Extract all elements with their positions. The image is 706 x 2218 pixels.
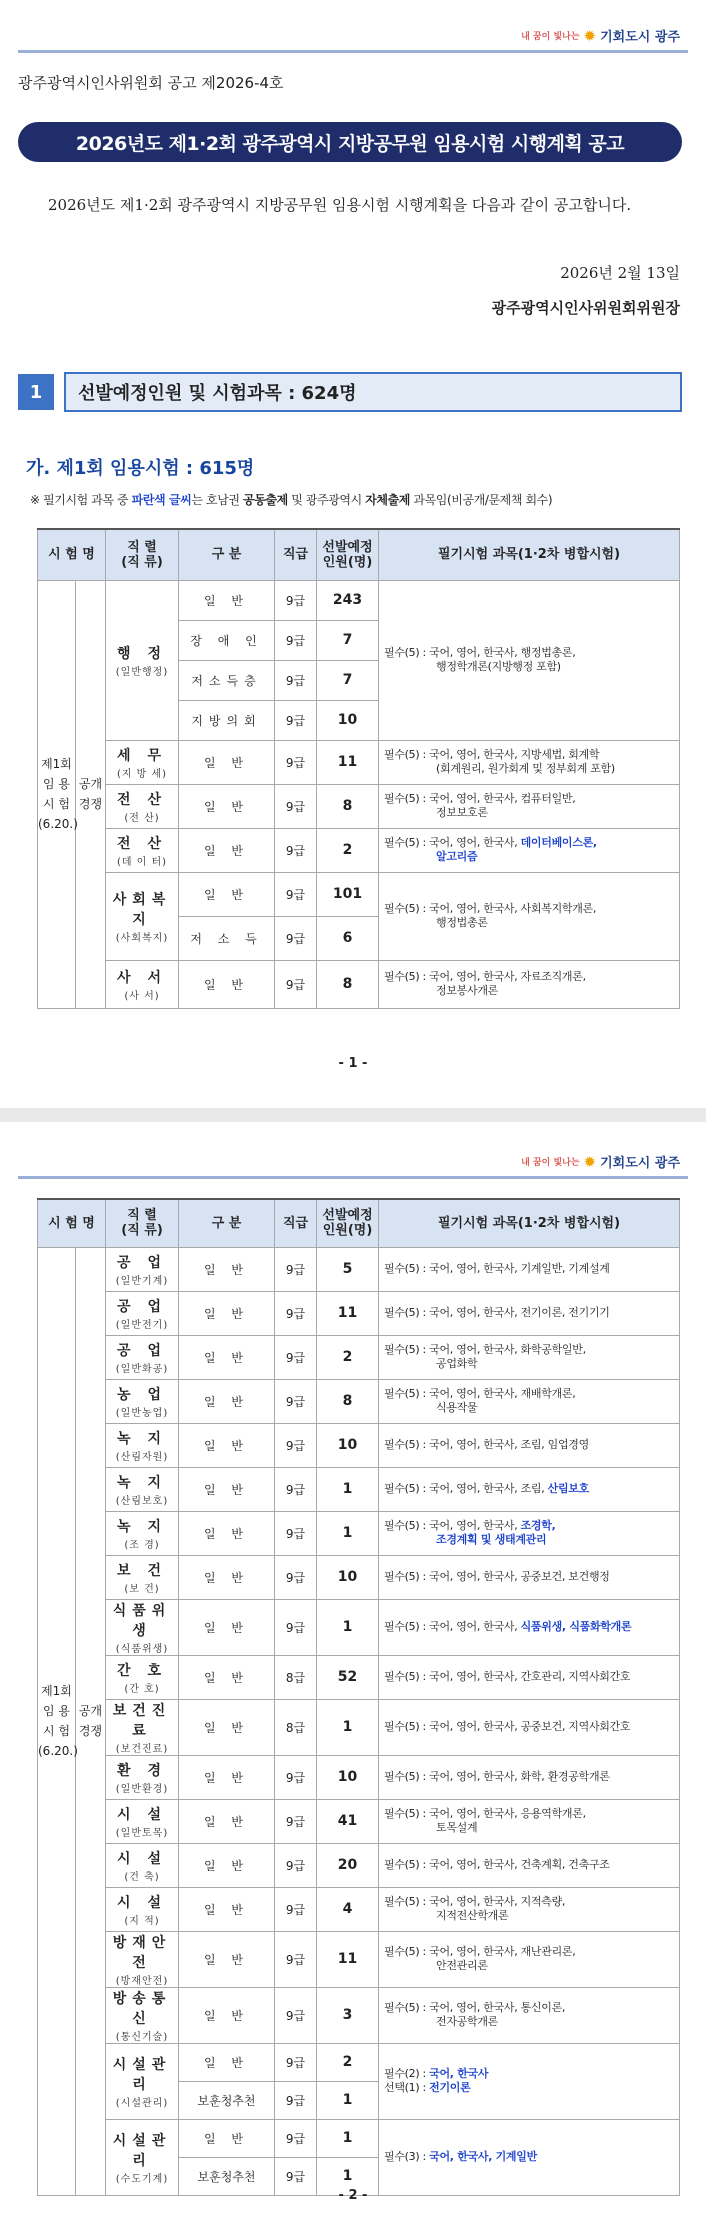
table-row: 방재안전 (방재안전) 일 반 9급 11 필수(5) : 국어, 영어, 한국사, 재난관리론, 안전관리론	[38, 1931, 680, 1987]
table-row: 녹 지 (조 경) 일 반 9급 1 필수(5) : 국어, 영어, 한국사, 조경학, 조경계획 및 생태계관리	[38, 1511, 680, 1555]
table-row: 시설관리 (수도기계) 일 반 9급 1 필수(3) : 국어, 한국사, 기계일반	[38, 2119, 680, 2157]
table-row: 방송통신 (통신기술) 일 반 9급 3 필수(5) : 국어, 영어, 한국사, 통신이론, 전자공학개론	[38, 1987, 680, 2043]
table-row: 녹 지 (산림자원) 일 반 9급 10 필수(5) : 국어, 영어, 한국사, 조림, 임업경영	[38, 1423, 680, 1467]
table-row: 전 산 (데 이 터) 일 반 9급 2 필수(5) : 국어, 영어, 한국사, 데이터베이스론, 알고리즘	[38, 828, 680, 872]
table-row: 사회복지 (사회복지) 일 반 9급 101 필수(5) : 국어, 영어, 한국사, 사회복지학개론, 행정법총론	[38, 872, 680, 916]
subjects-cell: 필수(5) : 국어, 영어, 한국사, 행정법총론, 행정학개론(지방행정 포함)	[379, 580, 680, 740]
header-job: 직 렬 (직 류)	[106, 529, 179, 580]
table-row: 장 애 인 9급 7	[38, 620, 680, 660]
note-blue-text: 파란색 글씨	[131, 493, 192, 507]
notice-date: 2026년 2월 13일	[560, 264, 680, 282]
city-logo	[521, 26, 680, 45]
header-rule	[18, 1176, 688, 1179]
intro-paragraph: 2026년도 제1·2회 광주광역시 지방공무원 임용시험 시행계획을 다음과 같이 공고합니다.	[48, 196, 632, 214]
table-header-row: 시 험 명 직 렬 (직 류) 구 분 직급 선발예정 인원(명) 필기시험 과목(1·2차 병합시험)	[38, 1199, 680, 1247]
table-row: 시설관리 (시설관리) 일 반 9급 2 필수(2) : 국어, 한국사 선택(1) : 전기이론	[38, 2043, 680, 2081]
header-count: 선발예정 인원(명)	[317, 529, 379, 580]
table-row: 지방의회 9급 10	[38, 700, 680, 740]
table-row: 농 업 (일반농업) 일 반 9급 8 필수(5) : 국어, 영어, 한국사, 재배학개론, 식용작물	[38, 1379, 680, 1423]
job-cell: 행 정 (일반행정)	[106, 580, 179, 740]
sun-icon: ✹	[583, 1152, 597, 1171]
table-row: 공 업 (일반화공) 일 반 9급 2 필수(5) : 국어, 영어, 한국사, 화학공학일반, 공업화학	[38, 1335, 680, 1379]
document-title: 2026년도 제1·2회 광주광역시 지방공무원 임용시험 시행계획 공고	[18, 122, 682, 162]
section-title: 선발예정인원 및 시험과목 : 624명	[64, 372, 682, 412]
table-row: 시 설 (지 적) 일 반 9급 4 필수(5) : 국어, 영어, 한국사, 지적측량, 지적전산학개론	[38, 1887, 680, 1931]
note-joint: 공동출제	[243, 493, 288, 507]
section-number: 1	[18, 374, 54, 410]
table-row: 저소득층 9급 7	[38, 660, 680, 700]
notice-number: 광주광역시인사위원회 공고 제2026-4호	[18, 74, 284, 92]
note-self: 자체출제	[365, 493, 410, 507]
document-page-2	[0, 1122, 706, 2218]
table-row: 환 경 (일반환경) 일 반 9급 10 필수(5) : 국어, 영어, 한국사, 화학, 환경공학개론	[38, 1755, 680, 1799]
header-exam: 시 험 명	[38, 529, 106, 580]
table-row: 보훈청추천 9급 1	[38, 2157, 680, 2195]
exam-name-cell: 제1회 임 용 시 험 (6.20.)	[38, 580, 76, 1008]
note-line: ※ 필기시험 과목 중 파란색 글씨는 호남권 공동출제 및 광주광역시 자체출제 과목임(비공개/문제책 회수)	[30, 493, 553, 507]
table-row: 세 무 (지 방 세) 일 반 9급 11 필수(5) : 국어, 영어, 한국사, 지방세법, 회계학 (회계원리, 원가회계 및 정부회계 포함)	[38, 740, 680, 784]
table-row: 시 설 (일반토목) 일 반 9급 41 필수(5) : 국어, 영어, 한국사, 응용역학개론, 토목설계	[38, 1799, 680, 1843]
sun-icon: ✹	[583, 26, 597, 45]
table-header-row	[38, 529, 680, 580]
exam-table-page2	[37, 1198, 680, 2196]
table-row: 시 설 (건 축) 일 반 9급 20 필수(5) : 국어, 영어, 한국사, 건축계획, 건축구조	[38, 1843, 680, 1887]
table-row: 보 건 (보 건) 일 반 9급 10 필수(5) : 국어, 영어, 한국사, 공중보건, 보건행정	[38, 1555, 680, 1599]
table-row: 간 호 (간 호) 일 반 8급 52 필수(5) : 국어, 영어, 한국사, 간호관리, 지역사회간호	[38, 1655, 680, 1699]
exam-table-page1	[37, 528, 680, 1009]
city-logo: 내 꿈이 빛나는 ✹ 기회도시 광주	[521, 1152, 680, 1171]
header-grade: 직급	[275, 529, 317, 580]
table-row: 식품위생 (식품위생) 일 반 9급 1 필수(5) : 국어, 영어, 한국사, 식품위생, 식품화학개론	[38, 1599, 680, 1655]
table-row: 사 서 (사 서) 일 반 9급 8 필수(5) : 국어, 영어, 한국사, 자료조직개론, 정보봉사개론	[38, 960, 680, 1008]
signatory: 광주광역시인사위원회위원장	[491, 299, 680, 317]
table-row: 저 소 득 9급 6	[38, 916, 680, 960]
recruit-type-cell: 공개 경쟁	[76, 580, 106, 1008]
table-row: 보훈청추천 9급 1	[38, 2081, 680, 2119]
table-row: 제1회 임 용 시 험 (6.20.) 공개 경쟁 공 업 (일반기계) 일 반 9급 5 필수(5) : 국어, 영어, 한국사, 기계일반, 기계설계	[38, 1247, 680, 1291]
table-row: 제1회 임 용 시 험 (6.20.) 공개 경쟁 행 정 (일반행정) 일 반 9급 243 필수(5) : 국어, 영어, 한국사, 행정법총론, 행정학개론(지방행정 포함)	[38, 580, 680, 620]
table-row: 전 산 (전 산) 일 반 9급 8 필수(5) : 국어, 영어, 한국사, 컴퓨터일반, 정보보호론	[38, 784, 680, 828]
table-row: 공 업 (일반전기) 일 반 9급 11 필수(5) : 국어, 영어, 한국사, 전기이론, 전기기기	[38, 1291, 680, 1335]
page-number: - 1 -	[338, 1056, 368, 1071]
logo-slogan: 내 꿈이 빛나는	[521, 32, 580, 42]
table-row: 녹 지 (산림보호) 일 반 9급 1 필수(5) : 국어, 영어, 한국사, 조림, 산림보호	[38, 1467, 680, 1511]
page-number: - 2 -	[338, 2188, 368, 2203]
document-page-1	[0, 0, 706, 1108]
exam-name-cell: 제1회 임 용 시 험 (6.20.)	[38, 1247, 76, 2195]
subsection-heading: 가. 제1회 임용시험 : 615명	[26, 458, 255, 479]
header-subjects: 필기시험 과목(1·2차 병합시험)	[379, 529, 680, 580]
recruit-type-cell: 공개 경쟁	[76, 1247, 106, 2195]
header-division: 구 분	[179, 529, 275, 580]
logo-city: 기회도시 광주	[600, 30, 680, 45]
header-rule	[18, 50, 688, 53]
table-row: 보건진료 (보건진료) 일 반 8급 1 필수(5) : 국어, 영어, 한국사, 공중보건, 지역사회간호	[38, 1699, 680, 1755]
